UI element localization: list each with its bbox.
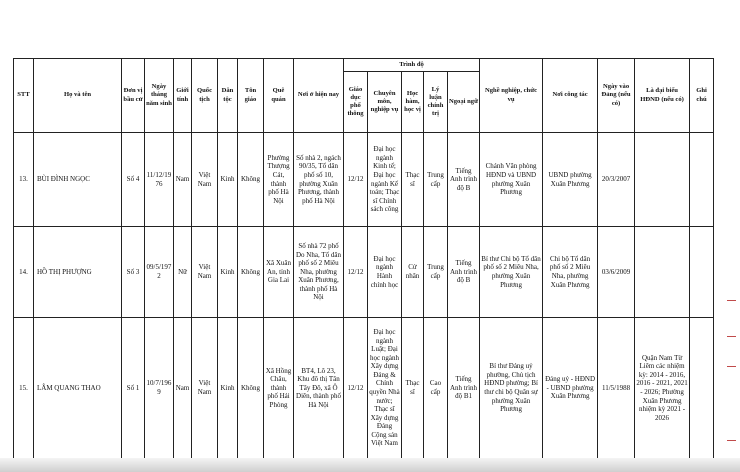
cell-hometown: Phường Thượng Cát, thành phố Hà Nội bbox=[264, 133, 294, 227]
header-stt: STT bbox=[14, 59, 34, 133]
header-nationality: Quốc tịch bbox=[192, 59, 218, 133]
cell-job: Bí thư Chi bộ Tổ dân phố số 2 Miêu Nha, phường Xuân Phương bbox=[480, 227, 543, 318]
cell-nationality: Việt Nam bbox=[192, 318, 218, 459]
cell-residence: Số nhà 72 phố Do Nha, Tổ dân phố số 2 Miêu Nha, phường Xuân Phương, thành phố Hà Nội bbox=[294, 227, 344, 318]
cell-religion: Không bbox=[238, 227, 264, 318]
cell-unit: Số 4 bbox=[122, 133, 145, 227]
cell-workplace: Đảng uỷ - HĐND - UBND phường Xuân Phương bbox=[543, 318, 598, 459]
cell-unit: Số 3 bbox=[122, 227, 145, 318]
cell-specialty: Đại học ngành Luật; Đại học ngành Xây dựng Đảng & Chính quyền Nhà nước; Thạc sĩ Xây dựng Đảng Cộng sản Việt Nam bbox=[368, 318, 402, 459]
cell-degree: Thạc sĩ bbox=[402, 318, 424, 459]
header-residence: Nơi ở hiện nay bbox=[294, 59, 344, 133]
cell-delegate bbox=[635, 227, 690, 318]
cell-stt: 14. bbox=[14, 227, 34, 318]
cell-note bbox=[690, 133, 714, 227]
cell-political: Cao cấp bbox=[424, 318, 448, 459]
cell-general-edu: 12/12 bbox=[344, 227, 368, 318]
pen-mark bbox=[727, 336, 736, 337]
cell-gender: Nữ bbox=[174, 227, 192, 318]
cell-hometown: Xã Xuân An, tỉnh Gia Lai bbox=[264, 227, 294, 318]
header-dob: Ngày tháng năm sinh bbox=[145, 59, 174, 133]
cell-workplace: UBND phường Xuân Phương bbox=[543, 133, 598, 227]
cell-stt: 13. bbox=[14, 133, 34, 227]
header-political: Lý luận chính trị bbox=[424, 72, 448, 133]
page-edge-shadow bbox=[0, 458, 740, 472]
cell-workplace: Chi bộ Tổ dân phố số 2 Miêu Nha, phường Xuân Phương bbox=[543, 227, 598, 318]
header-hometown: Quê quán bbox=[264, 59, 294, 133]
cell-dob: 11/12/1976 bbox=[145, 133, 174, 227]
cell-specialty: Đại học ngành Hành chính học bbox=[368, 227, 402, 318]
header-party-date: Ngày vào Đảng (nếu có) bbox=[598, 59, 635, 133]
cell-ethnicity: Kinh bbox=[218, 227, 238, 318]
cell-general-edu: 12/12 bbox=[344, 133, 368, 227]
cell-unit: Số 1 bbox=[122, 318, 145, 459]
header-degree: Học hàm, học vị bbox=[402, 72, 424, 133]
cell-delegate: Quận Nam Từ Liêm các nhiệm kỳ: 2014 - 2016, 2016 - 2021, 2021 - 2026; Phường Xuân Phương nhiệm kỳ 2021 - 2026 bbox=[635, 318, 690, 459]
cell-general-edu: 12/12 bbox=[344, 318, 368, 459]
header-unit: Đơn vị bầu cử bbox=[122, 59, 145, 133]
candidate-table bbox=[13, 58, 714, 459]
cell-stt: 15. bbox=[14, 318, 34, 459]
cell-dob: 10/7/1969 bbox=[145, 318, 174, 459]
cell-ethnicity: Kinh bbox=[218, 133, 238, 227]
header-language: Ngoại ngữ bbox=[448, 72, 480, 133]
table-row bbox=[14, 227, 714, 318]
header-note: Ghi chú bbox=[690, 59, 714, 133]
cell-job: Chánh Văn phòng HĐND và UBND phường Xuân Phương bbox=[480, 133, 543, 227]
table-row bbox=[14, 133, 714, 227]
cell-specialty: Đại học ngành Kinh tế; Đại học ngành Kế toán; Thạc sĩ Chính sách công bbox=[368, 133, 402, 227]
cell-nationality: Việt Nam bbox=[192, 133, 218, 227]
cell-residence: BT4, Lô 23, Khu đô thị Tân Tây Đô, xã Ô Diên, thành phố Hà Nội bbox=[294, 318, 344, 459]
cell-name: LÂM QUANG THAO bbox=[34, 318, 122, 459]
cell-language: Tiếng Anh trình độ B bbox=[448, 227, 480, 318]
pen-mark bbox=[727, 366, 736, 367]
cell-religion: Không bbox=[238, 133, 264, 227]
header-row-top bbox=[14, 59, 714, 72]
header-workplace: Nơi công tác bbox=[543, 59, 598, 133]
header-religion: Tôn giáo bbox=[238, 59, 264, 133]
cell-note bbox=[690, 227, 714, 318]
cell-party-date: 11/5/1988 bbox=[598, 318, 635, 459]
pen-mark bbox=[727, 440, 736, 441]
cell-language: Tiếng Anh trình độ B1 bbox=[448, 318, 480, 459]
header-education-group: Trình độ bbox=[344, 59, 480, 72]
header-job: Nghề nghiệp, chức vụ bbox=[480, 59, 543, 133]
header-name: Họ và tên bbox=[34, 59, 122, 133]
pen-mark bbox=[727, 300, 736, 301]
cell-party-date: 20/3/2007 bbox=[598, 133, 635, 227]
cell-nationality: Việt Nam bbox=[192, 227, 218, 318]
header-ethnicity: Dân tộc bbox=[218, 59, 238, 133]
header-specialty: Chuyên môn, nghiệp vụ bbox=[368, 72, 402, 133]
table-row bbox=[14, 318, 714, 459]
cell-gender: Nam bbox=[174, 133, 192, 227]
cell-degree: Cử nhân bbox=[402, 227, 424, 318]
cell-degree: Thạc sĩ bbox=[402, 133, 424, 227]
cell-name: BÙI ĐÌNH NGỌC bbox=[34, 133, 122, 227]
header-gender: Giới tính bbox=[174, 59, 192, 133]
header-general-edu: Giáo dục phổ thông bbox=[344, 72, 368, 133]
cell-political: Trung cấp bbox=[424, 133, 448, 227]
cell-dob: 09/5/1972 bbox=[145, 227, 174, 318]
cell-hometown: Xã Hồng Châu, thành phố Hải Phòng bbox=[264, 318, 294, 459]
cell-language: Tiếng Anh trình độ B bbox=[448, 133, 480, 227]
cell-note bbox=[690, 318, 714, 459]
cell-delegate bbox=[635, 133, 690, 227]
cell-ethnicity: Kinh bbox=[218, 318, 238, 459]
cell-party-date: 03/6/2009 bbox=[598, 227, 635, 318]
cell-residence: Số nhà 2, ngách 90/35, Tổ dân phố số 10, phường Xuân Phương, thành phố Hà Nội bbox=[294, 133, 344, 227]
header-delegate: Là đại biểu HĐND (nếu có) bbox=[635, 59, 690, 133]
cell-political: Trung cấp bbox=[424, 227, 448, 318]
cell-gender: Nam bbox=[174, 318, 192, 459]
cell-job: Bí thư Đảng uỷ phường, Chủ tịch HĐND phường; Bí thư chi bộ Quân sự phường Xuân Phương bbox=[480, 318, 543, 459]
cell-name: HỒ THỊ PHƯỢNG bbox=[34, 227, 122, 318]
cell-religion: Không bbox=[238, 318, 264, 459]
